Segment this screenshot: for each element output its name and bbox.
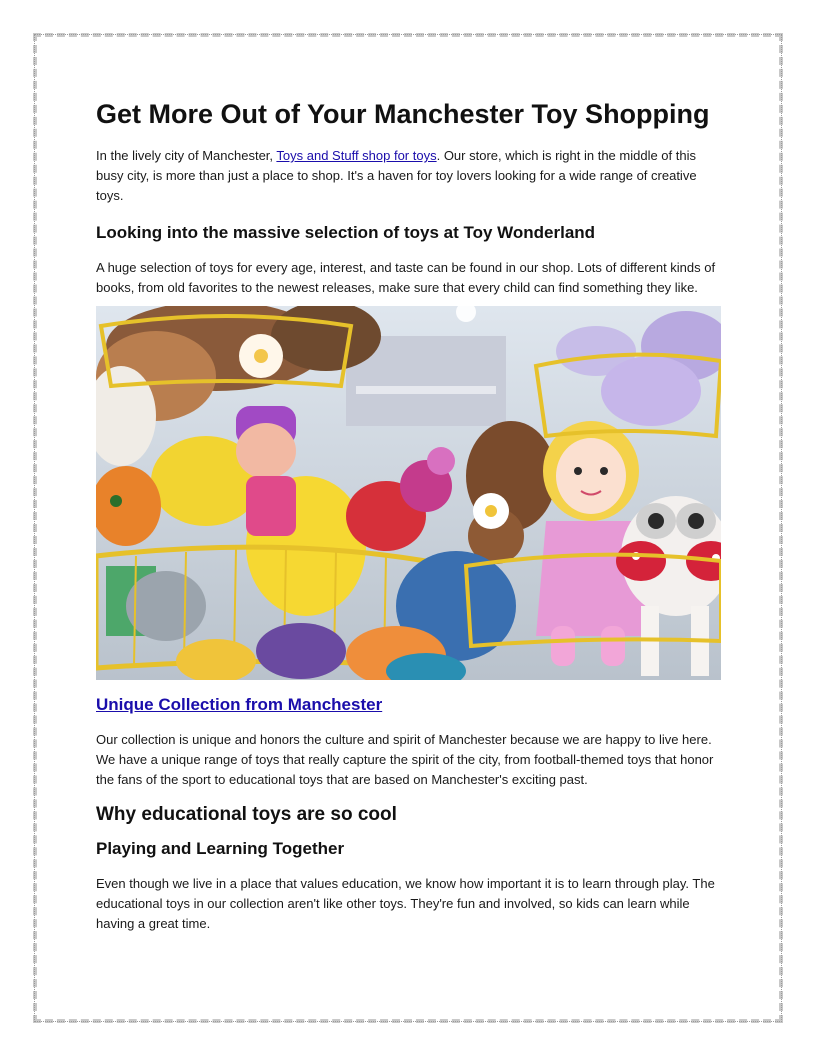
educational-paragraph: Even though we live in a place that values education, we know how important it is to learn through play. The educational toys in our collection aren't like other toys. They're fun and involved, so kids can learn while having a great time. xyxy=(96,876,715,931)
intro-text-end: . Our store, which is right in the middle of this busy city, is more than just a place to shop. It's a haven for toy lovers looking for a wide range of creative toys. xyxy=(96,148,697,203)
toys-and-stuff-link[interactable]: Toys and Stuff shop for toys xyxy=(276,148,437,163)
collection-heading xyxy=(96,694,721,716)
section-heading-educational: Why educational toys are so cool xyxy=(96,804,397,825)
page-title: Get More Out of Your Manchester Toy Shopping xyxy=(96,99,710,129)
toy-store-photo xyxy=(96,306,721,680)
intro-paragraph xyxy=(96,146,721,206)
subheading-playing-learning: Playing and Learning Together xyxy=(96,839,345,858)
section-heading-selection: Looking into the massive selection of toys at Toy Wonderland xyxy=(96,223,596,242)
intro-text-start: In the lively city of Manchester, xyxy=(96,148,277,163)
selection-paragraph: A huge selection of toys for every age, interest, and taste can be found in our shop. Lots of different kinds of books, from old favorites to the newest releases, make sure that every child can find something they like. xyxy=(96,260,716,295)
unique-collection-link[interactable]: Unique Collection from Manchester xyxy=(96,695,383,714)
collection-paragraph: Our collection is unique and honors the culture and spirit of Manchester because we are happy to live here. We have a unique range of toys that really capture the spirit of the city, from football-themed toys that honor the fans of the sport to educational toys that are based on Manchester's exciting past. xyxy=(96,732,714,787)
document-body xyxy=(96,96,721,934)
